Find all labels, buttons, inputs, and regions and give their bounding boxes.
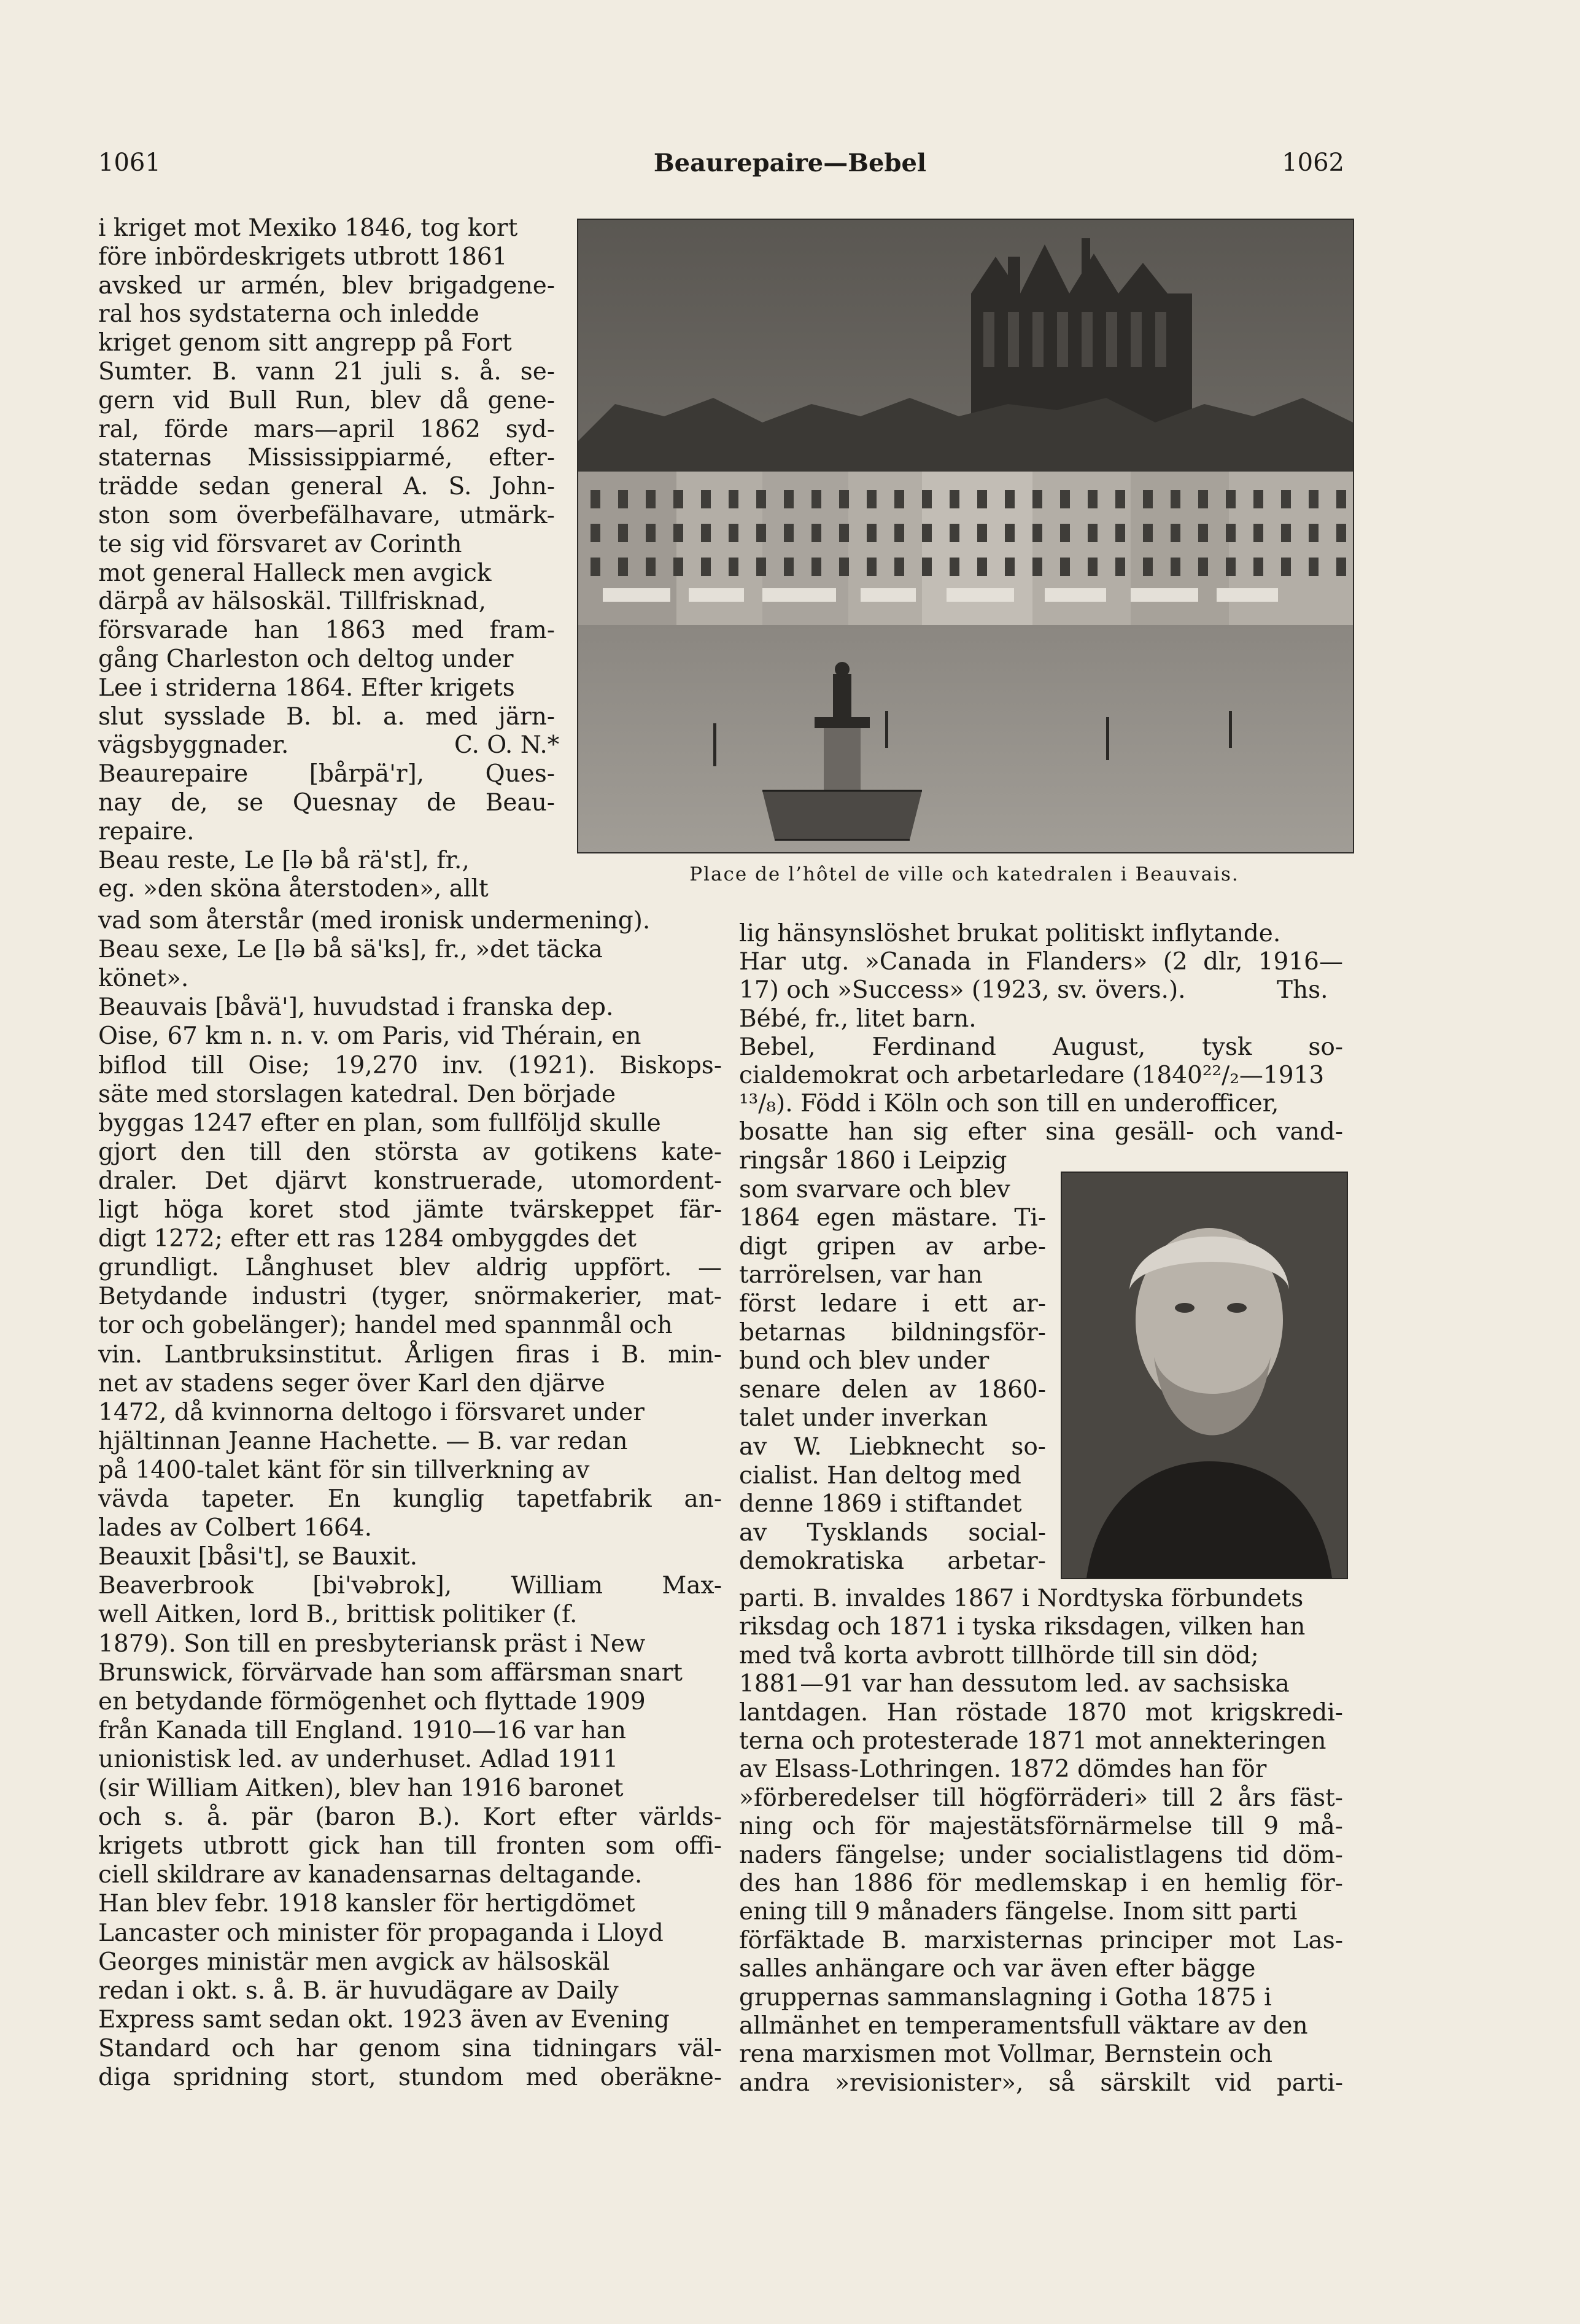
text-line: biflod till Oise; 19,270 inv. (1921). Biskops- [98, 1051, 722, 1079]
text-line: säte med storslagen katedral. Den började [98, 1080, 616, 1108]
cathedral-photo [577, 219, 1354, 853]
signature: C. O. N.* [454, 731, 560, 760]
text-line: Bebel, Ferdinand August, tysk so- [739, 1033, 1343, 1061]
text-line: Lee i striderna 1864. Efter krigets [98, 674, 515, 702]
text-line: staternas Mississippiarmé, efter- [98, 444, 555, 472]
running-head: Beaurepaire—Bebel [653, 149, 927, 177]
text-line: mot general Halleck men avgick [98, 559, 492, 587]
text-line: 17) och »Success» (1923, sv. övers.). [739, 976, 1186, 1005]
text-line: eg. »den sköna återstoden», allt [98, 875, 489, 903]
text-line: talet under inverkan [739, 1404, 988, 1432]
text-line: i kriget mot Mexiko 1846, tog kort [98, 214, 518, 242]
text-line: ciell skildrare av kanadensarnas deltagande. [98, 1861, 643, 1889]
text-line: Beauxit [båsi't], se Bauxit. [98, 1543, 418, 1571]
text-line: Standard och har genom sina tidningars väl- [98, 2034, 722, 2062]
text-line: tor och gobelänger); handel med spannmål och [98, 1312, 673, 1340]
text-line: Brunswick, förvärvade han som affärsman snart [98, 1658, 683, 1687]
text-line: försvarade han 1863 med fram- [98, 616, 555, 645]
text-line: gjort den till den största av gotikens kate- [98, 1138, 722, 1166]
text-line: Georges ministär men avgick av hälsoskäl [98, 1948, 610, 1976]
text-line: därpå av hälsoskäl. Tillfrisknad, [98, 588, 487, 616]
text-line: Bébé, fr., litet barn. [739, 1005, 977, 1033]
text-line: först ledare i ett ar- [739, 1290, 1046, 1318]
text-line: gruppernas sammanslagning i Gotha 1875 i [739, 1983, 1272, 2011]
text-line: Beaurepaire [bårpä'r], Ques- [98, 760, 555, 788]
text-line: Lancaster och minister för propaganda i Lloyd [98, 1919, 664, 1947]
text-line: av W. Liebknecht so- [739, 1433, 1046, 1461]
text-line: Har utg. »Canada in Flanders» (2 dlr, 1916— [739, 948, 1343, 976]
text-line: ston som överbefälhavare, utmärk- [98, 502, 555, 529]
text-line: krigets utbrott gick han till fronten som offi- [98, 1832, 722, 1860]
text-line: före inbördeskrigets utbrott 1861 [98, 243, 508, 271]
text-line: gern vid Bull Run, blev då gene- [98, 386, 555, 414]
text-line: avsked ur armén, blev brigadgene- [98, 271, 555, 300]
text-line: och s. å. pär (baron B.). Kort efter världs- [98, 1803, 722, 1832]
text-line: terna och protesterade 1871 mot annekteringen [739, 1727, 1326, 1755]
text-line: trädde sedan general A. S. John- [98, 473, 555, 501]
text-line: cialdemokrat och arbetarledare (1840²²/₂—1913 [739, 1062, 1325, 1089]
text-line: 1472, då kvinnorna deltogo i försvaret under [98, 1398, 645, 1426]
bebel-portrait [1061, 1172, 1348, 1579]
text-line: salles anhängare och var även efter bägge [739, 1955, 1256, 1983]
text-line: kriget genom sitt angrepp på Fort [98, 329, 512, 357]
text-line: parti. B. invaldes 1867 i Nordtyska förbundets [739, 1585, 1304, 1612]
text-line: Beaverbrook [bi'vəbrok], William Max- [98, 1572, 722, 1600]
text-line: lig hänsynslöshet brukat politiskt inflytande. [739, 920, 1281, 947]
text-line: Han blev febr. 1918 kansler för hertigdömet [98, 1890, 635, 1918]
text-line: Beau sexe, Le [lə bå sä'ks], fr., »det täcka [98, 936, 603, 964]
figure-caption: Place de l’hôtel de ville och katedralen i Beauvais. [689, 863, 1239, 885]
text-line: Express samt sedan okt. 1923 även av Evening [98, 2005, 670, 2034]
text-line: slut sysslade B. bl. a. med järn- [98, 702, 555, 731]
text-line: av Elsass-Lothringen. 1872 dömdes han för [739, 1755, 1267, 1784]
text-line: bosatte han sig efter sina gesäll- och vand- [739, 1118, 1343, 1146]
text-line: demokratiska arbetar- [739, 1547, 1046, 1576]
text-line: Beau reste, Le [lə bå rä'st], fr., [98, 846, 470, 874]
text-line: redan i okt. s. å. B. är huvudägare av Daily [98, 1976, 619, 2005]
text-line: vävda tapeter. En kunglig tapetfabrik an- [98, 1485, 722, 1513]
text-line: hjältinnan Jeanne Hachette. — B. var redan [98, 1427, 628, 1455]
text-line: ral hos sydstaterna och inledde [98, 300, 479, 328]
text-line: »förberedelser till högförräderi» till 2 års fäst- [739, 1784, 1343, 1812]
text-line: digt 1272; efter ett ras 1284 ombyggdes det [98, 1225, 637, 1253]
text-line: av Tysklands social- [739, 1518, 1046, 1547]
text-line: vin. Lantbruksinstitut. Årligen firas i B. min- [98, 1340, 722, 1369]
text-line: 1864 egen mästare. Ti- [739, 1204, 1046, 1232]
text-line: te sig vid försvaret av Corinth [98, 530, 462, 558]
text-line: ening till 9 månaders fängelse. Inom sitt parti [739, 1898, 1298, 1926]
text-line: andra »revisionister», så särskilt vid parti- [739, 2069, 1343, 2097]
text-line: riksdag och 1871 i tyska riksdagen, vilken han [739, 1613, 1306, 1641]
page-number-right: 1062 [1282, 149, 1344, 177]
text-line: betarnas bildningsför- [739, 1318, 1046, 1347]
text-line: (sir William Aitken), blev han 1916 baronet [98, 1774, 624, 1802]
text-line: vägsbyggnader. [98, 731, 289, 760]
text-line: Oise, 67 km n. n. v. om Paris, vid Thérain, en [98, 1022, 641, 1051]
text-line: ligt höga koret stod jämte tvärskeppet fär- [98, 1196, 722, 1224]
text-line: ringsår 1860 i Leipzig [739, 1147, 1007, 1175]
text-line: förfäktade B. marxisternas principer mot Las- [739, 1926, 1343, 1954]
text-line: från Kanada till England. 1910—16 var han [98, 1716, 626, 1744]
text-line: bund och blev under [739, 1347, 989, 1375]
text-line: nay de, se Quesnay de Beau- [98, 789, 555, 817]
text-line: digt gripen av arbe- [739, 1232, 1046, 1261]
text-line: des han 1886 för medlemskap i en hemlig för- [739, 1870, 1343, 1897]
text-line: på 1400-talet känt för sin tillverkning av [98, 1456, 590, 1484]
text-line: lades av Colbert 1664. [98, 1514, 373, 1542]
text-line: vad som återstår (med ironisk undermening). [98, 907, 651, 935]
text-line: 1881—91 var han dessutom led. av sachsiska [739, 1670, 1290, 1698]
text-line: en betydande förmögenhet och flyttade 1909 [98, 1687, 646, 1716]
text-line: ¹³/₈). Född i Köln och son till en underofficer, [739, 1090, 1279, 1118]
text-line: repaire. [98, 817, 195, 845]
text-line: net av stadens seger över Karl den djärve [98, 1369, 605, 1397]
text-line: rena marxismen mot Vollmar, Bernstein och [739, 2040, 1273, 2069]
text-line: gång Charleston och deltog under [98, 645, 514, 673]
text-line: cialist. Han deltog med [739, 1461, 1021, 1490]
signature: Ths. [1277, 976, 1328, 1005]
text-line: naders fängelse; under socialistlagens tid döm- [739, 1841, 1343, 1869]
text-line: tarrörelsen, var han [739, 1261, 983, 1289]
text-line: med två korta avbrott tillhörde till sin död; [739, 1641, 1259, 1669]
text-line: könet». [98, 965, 189, 993]
text-line: well Aitken, lord B., brittisk politiker (f. [98, 1601, 578, 1629]
text-line: grundligt. Långhuset blev aldrig uppfört. — [98, 1254, 722, 1282]
page-number-left: 1061 [98, 149, 161, 177]
text-line: som svarvare och blev [739, 1175, 1010, 1203]
text-line: allmänhet en temperamentsfull väktare av den [739, 2012, 1308, 2040]
text-line: Beauvais [båvä'], huvudstad i franska dep. [98, 993, 614, 1022]
text-line: Betydande industri (tyger, snörmakerier, mat- [98, 1283, 722, 1311]
text-line: draler. Det djärvt konstruerade, utomordent- [98, 1167, 722, 1195]
text-line: diga spridning stort, stundom med oberäkne- [98, 2064, 722, 2091]
text-line: Sumter. B. vann 21 juli s. å. se- [98, 358, 555, 386]
text-line: unionistisk led. av underhuset. Adlad 1911 [98, 1745, 619, 1773]
text-line: lantdagen. Han röstade 1870 mot krigskredi- [739, 1698, 1343, 1727]
text-line: senare delen av 1860- [739, 1375, 1046, 1404]
text-line: byggas 1247 efter en plan, som fullföljd skulle [98, 1109, 661, 1137]
text-line: 1879). Son till en presbyteriansk präst i New [98, 1630, 646, 1658]
text-line: denne 1869 i stiftandet [739, 1490, 1022, 1518]
text-line: ral, förde mars—april 1862 syd- [98, 415, 555, 443]
text-line: ning och för majestätsförnärmelse till 9 må- [739, 1813, 1343, 1841]
